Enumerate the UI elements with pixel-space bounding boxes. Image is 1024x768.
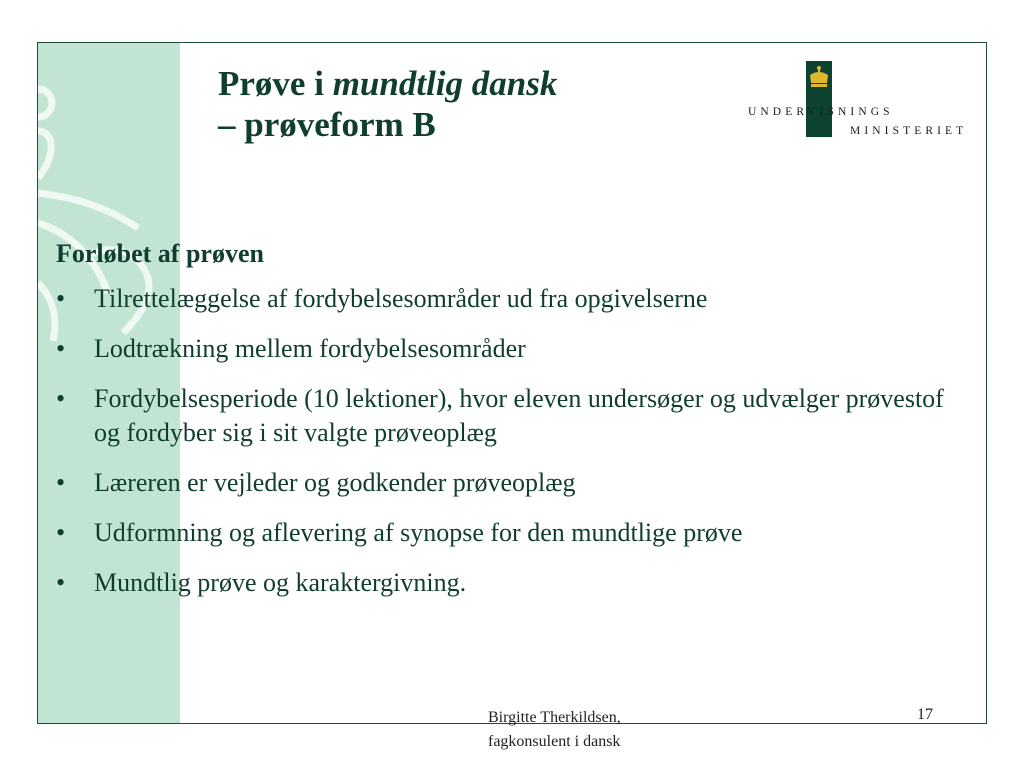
title-italic: mundtlig dansk (332, 64, 558, 103)
logo-text-line1: UNDERVISNINGS (748, 106, 894, 118)
list-item (56, 282, 956, 316)
bullet-dot: • (56, 518, 66, 547)
list-item-text: Tilrettelæggelse af fordybelsesområder ud fra opgivelserne (94, 284, 708, 313)
slide-content (56, 238, 956, 616)
ministry-logo (748, 61, 970, 141)
slide (37, 42, 987, 724)
page-number: 17 (917, 706, 933, 723)
crown-icon (808, 65, 830, 91)
list-item-text: Læreren er vejleder og godkender prøveoplæg (94, 468, 576, 497)
list-item (56, 516, 956, 550)
footer-author-line2: fagkonsulent i dansk (488, 733, 621, 750)
title-line2: – prøveform B (218, 105, 436, 144)
list-item (56, 382, 956, 450)
title-prefix: Prøve i (218, 64, 333, 103)
bullet-dot: • (56, 284, 66, 313)
bullet-list (56, 282, 956, 600)
footer-author-line1: Birgitte Therkildsen, (488, 709, 621, 726)
bullet-dot: • (56, 334, 66, 363)
logo-crest (806, 61, 832, 137)
bullet-dot: • (56, 568, 66, 597)
list-item (56, 332, 956, 366)
list-item-text: Fordybelsesperiode (10 lektioner), hvor eleven undersøger og udvælger prøvestof og fordyber sig i sit valgte prøveoplæg (94, 384, 944, 447)
list-item-text: Lodtrækning mellem fordybelsesområder (94, 334, 526, 363)
bullet-dot: • (56, 384, 66, 413)
logo-text-line2: MINISTERIET (850, 125, 968, 137)
slide-title (218, 63, 557, 145)
list-item (56, 466, 956, 500)
footer-author (488, 706, 621, 754)
list-item-text: Udformning og aflevering af synopse for den mundtlige prøve (94, 518, 743, 547)
list-item (56, 566, 956, 600)
list-item-text: Mundtlig prøve og karaktergivning. (94, 568, 467, 597)
content-subheading: Forløbet af prøven (56, 239, 264, 268)
bullet-dot: • (56, 468, 66, 497)
